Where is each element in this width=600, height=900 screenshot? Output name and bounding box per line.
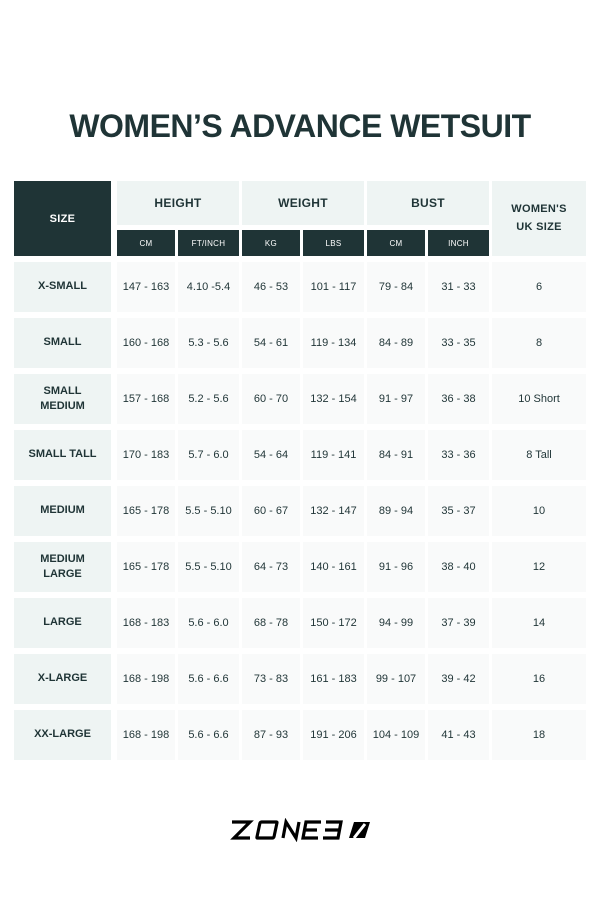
table-cell: 191 - 206 [303,710,364,760]
table-cell: 87 - 93 [242,710,300,760]
table-cell: 168 - 198 [117,710,175,760]
table-cell: 54 - 64 [242,430,300,480]
table-cell: 168 - 198 [117,654,175,704]
table-cell: 35 - 37 [428,486,489,536]
bust-cm-subheader: CM [367,230,425,256]
weight-kg-subheader: KG [242,230,300,256]
table-cell: 60 - 67 [242,486,300,536]
table-cell: 41 - 43 [428,710,489,760]
table-cell: 6 [492,262,586,312]
size-column-header: SIZE [14,181,111,256]
table-cell: 38 - 40 [428,542,489,592]
size-row-label: X-LARGE [14,654,111,704]
logo-digit-3 [323,822,341,838]
size-row-label: X-SMALL [14,262,111,312]
height-cm-subheader: CM [117,230,175,256]
table-cell: 140 - 161 [303,542,364,592]
table-cell: 39 - 42 [428,654,489,704]
size-row-label: LARGE [14,598,111,648]
table-cell: 157 - 168 [117,374,175,424]
table-cell: 4.10 -5.4 [178,262,239,312]
table-cell: 119 - 141 [303,430,364,480]
logo-letter-e [303,822,321,838]
table-cell: 161 - 183 [303,654,364,704]
table-cell: 5.2 - 5.6 [178,374,239,424]
table-cell: 60 - 70 [242,374,300,424]
weight-group-header: WEIGHT [242,181,364,225]
uk-size-column-header: WOMEN'S UK SIZE [492,181,586,256]
bust-inch-subheader: INCH [428,230,489,256]
table-cell: 33 - 36 [428,430,489,480]
table-cell: 132 - 154 [303,374,364,424]
table-cell: 5.6 - 6.0 [178,598,239,648]
table-cell: 37 - 39 [428,598,489,648]
size-row-label: SMALL [14,318,111,368]
table-cell: 119 - 134 [303,318,364,368]
height-group-header: HEIGHT [117,181,239,225]
table-cell: 170 - 183 [117,430,175,480]
table-cell: 84 - 91 [367,430,425,480]
size-row-label: MEDIUM [14,486,111,536]
table-cell: 5.3 - 5.6 [178,318,239,368]
table-cell: 5.5 - 5.10 [178,542,239,592]
table-cell: 89 - 94 [367,486,425,536]
table-cell: 101 - 117 [303,262,364,312]
table-cell: 132 - 147 [303,486,364,536]
logo-letter-o [257,822,277,838]
table-cell: 8 [492,318,586,368]
logo-letter-z [232,822,250,838]
table-cell: 16 [492,654,586,704]
table-cell: 33 - 35 [428,318,489,368]
table-cell: 5.5 - 5.10 [178,486,239,536]
size-row-label: SMALL TALL [14,430,111,480]
table-cell: 64 - 73 [242,542,300,592]
table-cell: 12 [492,542,586,592]
table-cell: 5.6 - 6.6 [178,654,239,704]
table-cell: 160 - 168 [117,318,175,368]
table-cell: 147 - 163 [117,262,175,312]
weight-lbs-subheader: LBS [303,230,364,256]
table-cell: 91 - 96 [367,542,425,592]
table-cell: 10 Short [492,374,586,424]
zone3-slash-mark-icon [349,822,370,838]
size-row-label: SMALL MEDIUM [14,374,111,424]
table-cell: 94 - 99 [367,598,425,648]
size-row-label: MEDIUM LARGE [14,542,111,592]
table-cell: 5.6 - 6.6 [178,710,239,760]
table-cell: 5.7 - 6.0 [178,430,239,480]
page-title: WOMEN’S ADVANCE WETSUIT [69,108,531,144]
height-ft-inch-subheader: FT/INCH [178,230,239,256]
table-cell: 168 - 183 [117,598,175,648]
table-cell: 10 [492,486,586,536]
table-cell: 84 - 89 [367,318,425,368]
table-cell: 91 - 97 [367,374,425,424]
table-cell: 18 [492,710,586,760]
zone3-logo [228,818,374,842]
table-cell: 14 [492,598,586,648]
table-cell: 150 - 172 [303,598,364,648]
table-cell: 79 - 84 [367,262,425,312]
table-cell: 68 - 78 [242,598,300,648]
table-cell: 31 - 33 [428,262,489,312]
table-cell: 46 - 53 [242,262,300,312]
table-cell: 36 - 38 [428,374,489,424]
table-cell: 104 - 109 [367,710,425,760]
table-cell: 165 - 178 [117,486,175,536]
table-cell: 73 - 83 [242,654,300,704]
table-cell: 8 Tall [492,430,586,480]
table-cell: 165 - 178 [117,542,175,592]
logo-letter-n [283,822,299,838]
table-cell: 99 - 107 [367,654,425,704]
table-cell: 54 - 61 [242,318,300,368]
size-row-label: XX-LARGE [14,710,111,760]
bust-group-header: BUST [367,181,489,225]
